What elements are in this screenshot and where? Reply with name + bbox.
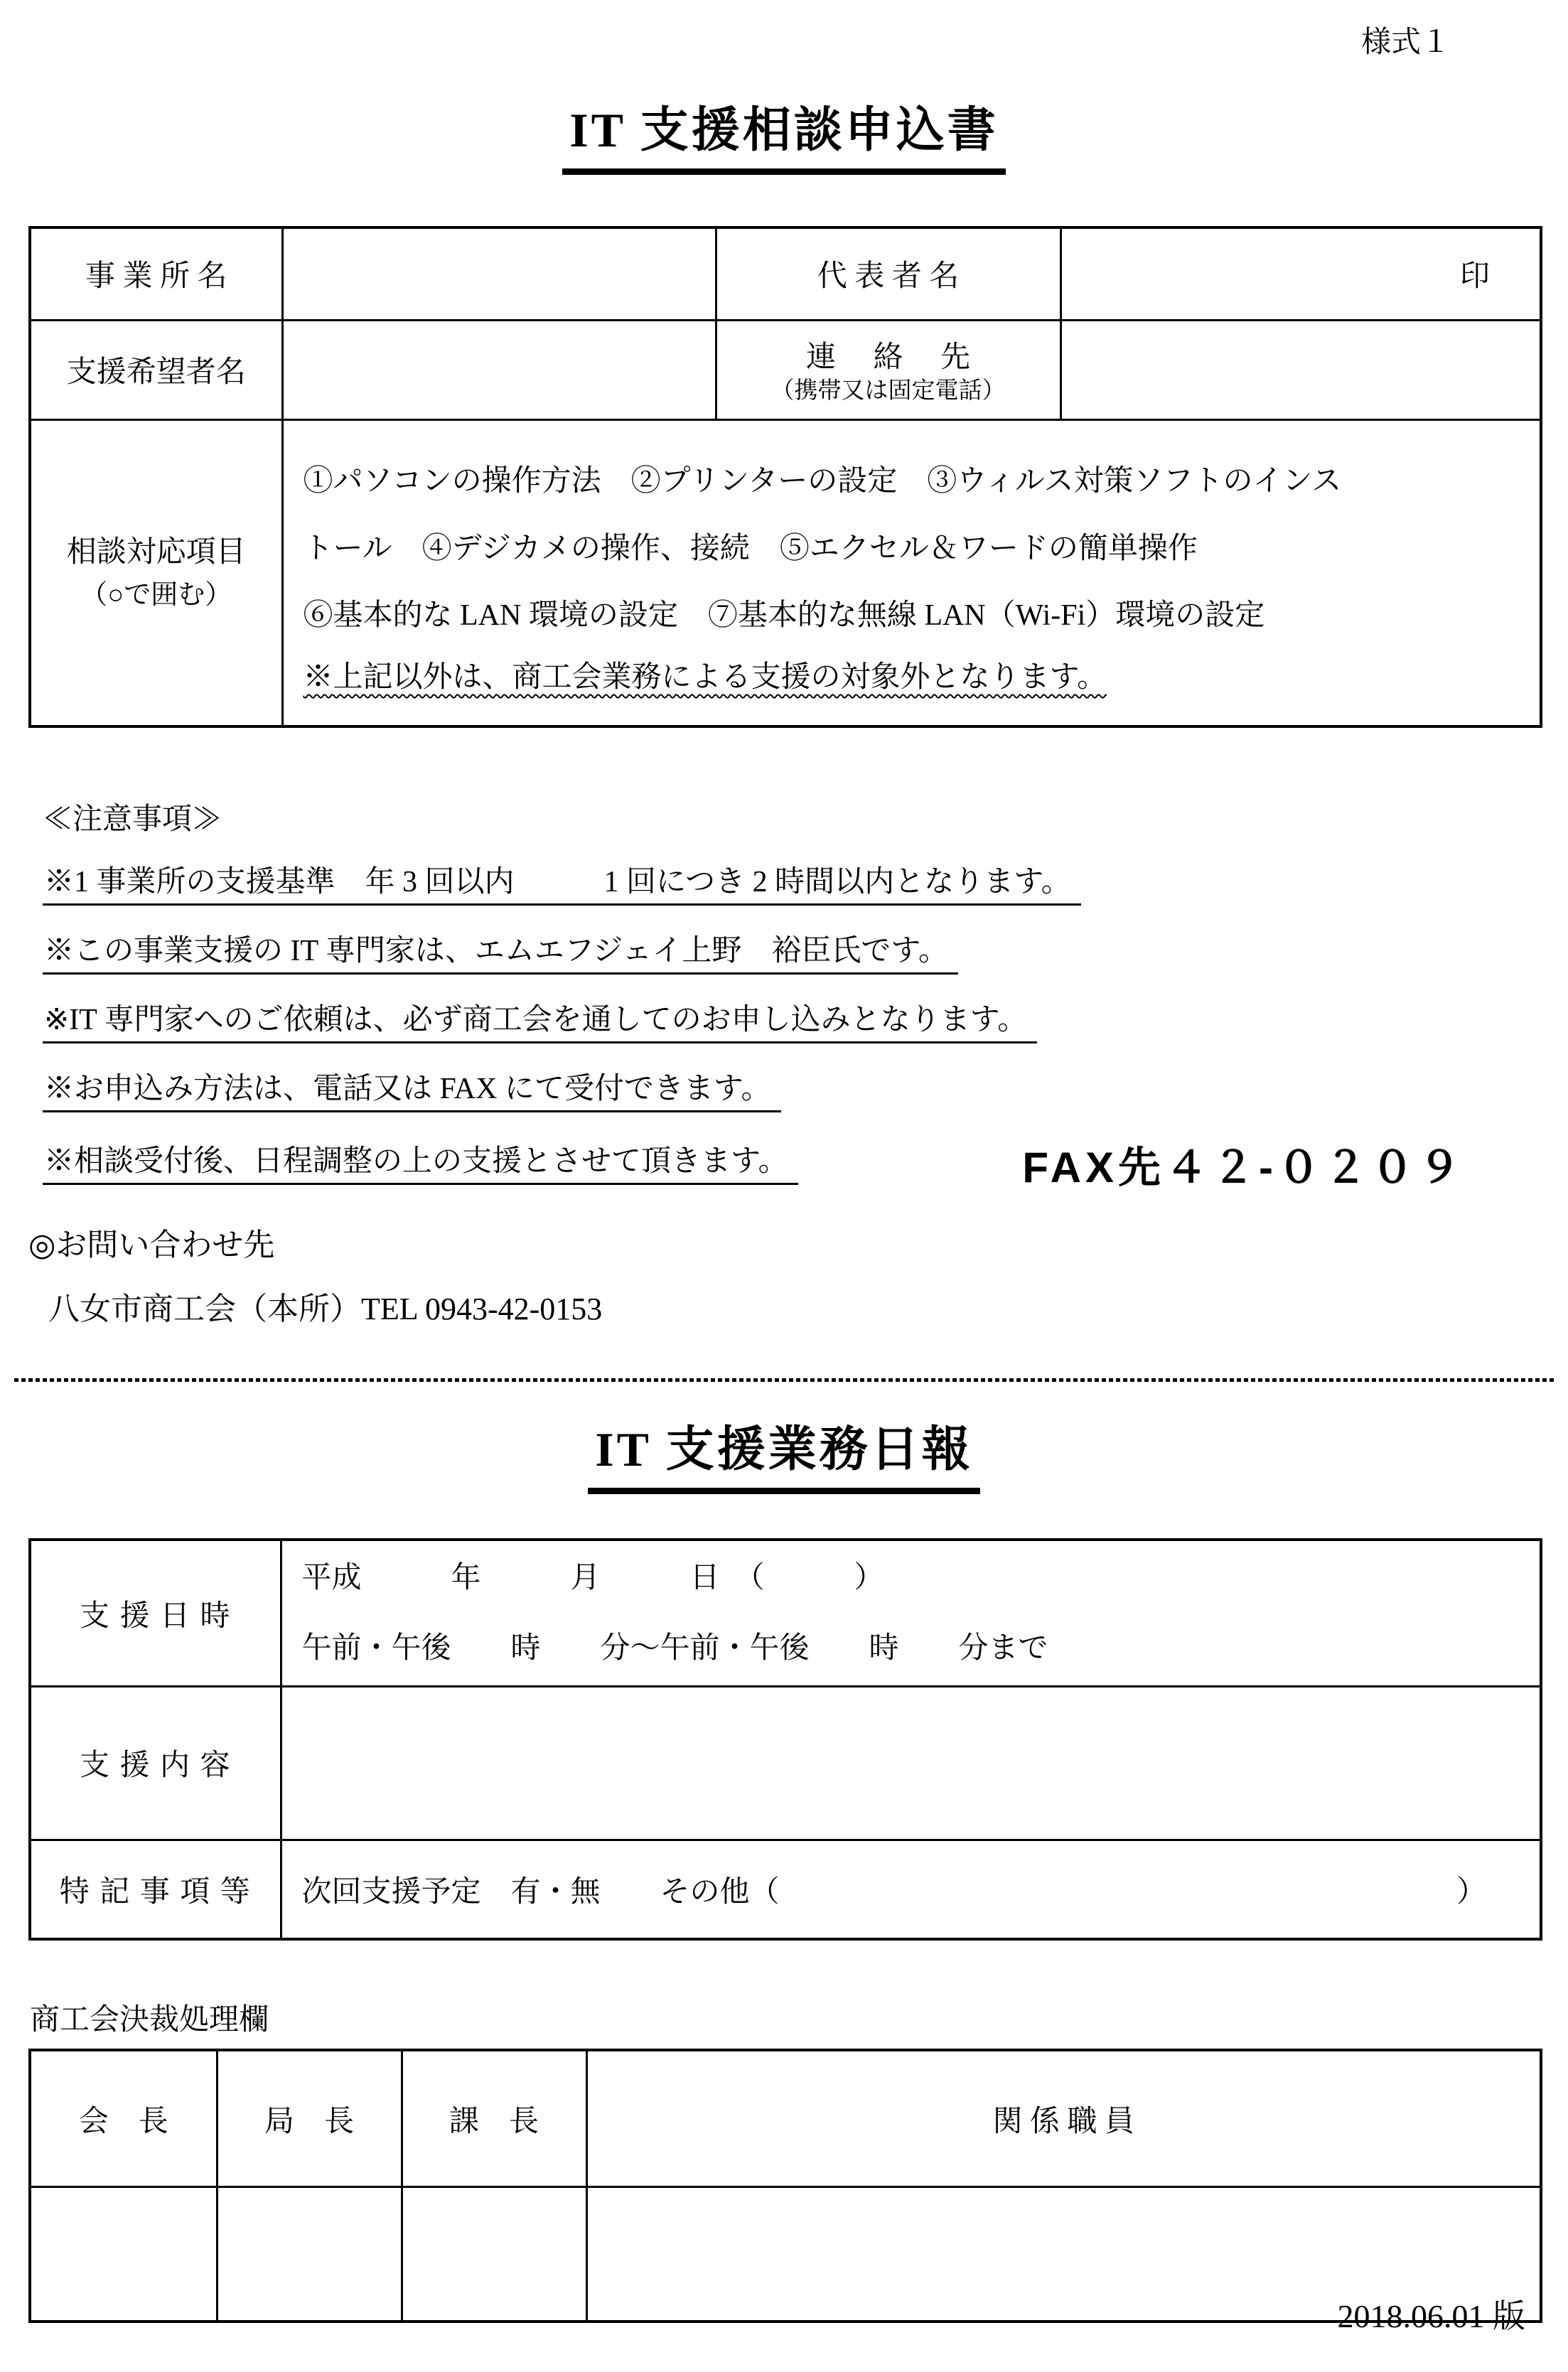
special-notes-line bbox=[302, 1868, 1540, 1911]
consult-items-content bbox=[282, 419, 1541, 726]
business-name-field bbox=[282, 227, 716, 320]
approval-staff-label: 関 係 職 員 bbox=[586, 2050, 1541, 2186]
contact-label-main: 連 絡 先 bbox=[805, 341, 970, 375]
application-title: IT 支援相談申込書 bbox=[562, 97, 1006, 175]
support-content-field bbox=[281, 1686, 1541, 1840]
next-support-text: 次回支援予定 有・無 その他（ bbox=[301, 1876, 780, 1909]
note-line: ※お申込み方法は、電話又は FAX にて受付できます。 bbox=[43, 1065, 781, 1112]
applicant-field bbox=[282, 320, 716, 419]
approval-table bbox=[28, 2049, 1542, 2323]
support-date-line: 平成 年 月 日 （ ） bbox=[301, 1561, 884, 1594]
approval-chairman-label: 会 長 bbox=[30, 2050, 217, 2186]
approval-director-field bbox=[217, 2186, 402, 2322]
approval-heading: 商工会決裁処理欄 bbox=[30, 2004, 269, 2037]
special-notes-label: 特 記 事 項 等 bbox=[30, 1840, 281, 1939]
consult-items-label-sub: （○で囲む） bbox=[80, 579, 232, 610]
note-line: ※IT 専門家へのご依頼は、必ず商工会を通してのお申し込みとなります。 bbox=[43, 996, 1037, 1043]
approval-chairman-field bbox=[30, 2186, 217, 2322]
note-line: ※この事業支援の IT 専門家は、エムエフジェイ上野 裕臣氏です。 bbox=[43, 927, 958, 975]
business-name-label: 事 業 所 名 bbox=[30, 227, 282, 320]
version-stamp: 2018.06.01 版 bbox=[1337, 2298, 1525, 2334]
consult-items-label bbox=[30, 419, 282, 726]
support-content-label: 支 援 内 容 bbox=[30, 1686, 281, 1840]
table-row bbox=[30, 320, 1541, 419]
form-code: 様式１ bbox=[1360, 26, 1451, 59]
consult-items-line: トール ④デジカメの操作、接続 ⑤エクセル＆ワードの簡単操作 bbox=[303, 532, 1198, 565]
note-line: ※相談受付後、日程調整の上の支援とさせて頂きます。 bbox=[43, 1137, 798, 1185]
table-row bbox=[30, 1686, 1541, 1840]
table-row bbox=[30, 419, 1541, 726]
application-title-wrap bbox=[28, 97, 1540, 175]
report-title-wrap bbox=[28, 1416, 1540, 1494]
contact-field bbox=[1060, 320, 1541, 419]
notes-last-row bbox=[43, 1134, 1540, 1192]
approval-manager-label: 課 長 bbox=[402, 2050, 586, 2186]
notes-section bbox=[28, 795, 1540, 1192]
inquiry-section bbox=[28, 1219, 1540, 1329]
support-datetime-label: 支 援 日 時 bbox=[30, 1540, 281, 1686]
contact-label bbox=[716, 320, 1060, 419]
support-datetime-field bbox=[281, 1540, 1541, 1686]
table-row bbox=[30, 2050, 1541, 2186]
consult-items-note: ※上記以外は、商工会業務による支援の対象外となります。 bbox=[303, 660, 1107, 694]
fax-number: FAX先４２‐０２０９ bbox=[1022, 1144, 1465, 1192]
notes-title: ≪注意事項≫ bbox=[43, 803, 222, 837]
table-row bbox=[30, 227, 1541, 320]
table-row bbox=[30, 2186, 1541, 2322]
report-title: IT 支援業務日報 bbox=[588, 1416, 980, 1494]
consult-items-label-main: 相談対応項目 bbox=[66, 535, 246, 569]
table-row bbox=[30, 1540, 1541, 1686]
inquiry-contact: 八女市商工会（本所）TEL 0943-42-0153 bbox=[48, 1292, 603, 1327]
inquiry-heading: ◎お問い合わせ先 bbox=[28, 1228, 275, 1263]
consult-items-line: ①パソコンの操作方法 ②プリンターの設定 ③ウィルス対策ソフトのインス bbox=[303, 465, 1342, 498]
close-paren: ） bbox=[1456, 1876, 1486, 1909]
consult-items-line: ⑥基本的な LAN 環境の設定 ⑦基本的な無線 LAN（Wi-Fi）環境の設定 bbox=[303, 599, 1265, 633]
approval-director-label: 局 長 bbox=[217, 2050, 402, 2186]
contact-label-sub: （携帯又は固定電話） bbox=[770, 377, 1006, 404]
note-line: ※1 事業所の支援基準 年 3 回以内 1 回につき 2 時間以内となります。 bbox=[43, 858, 1081, 906]
application-table bbox=[28, 226, 1542, 728]
approval-manager-field bbox=[402, 2186, 586, 2322]
support-time-line: 午前・午後 時 分～午前・午後 時 分まで bbox=[301, 1631, 1048, 1665]
representative-label: 代 表 者 名 bbox=[716, 227, 1060, 320]
special-notes-field bbox=[281, 1840, 1541, 1939]
seal-mark: 印 bbox=[1060, 227, 1541, 320]
section-divider bbox=[14, 1378, 1554, 1382]
applicant-label: 支援希望者名 bbox=[30, 320, 282, 419]
table-row bbox=[30, 1840, 1541, 1939]
report-table bbox=[28, 1538, 1542, 1941]
